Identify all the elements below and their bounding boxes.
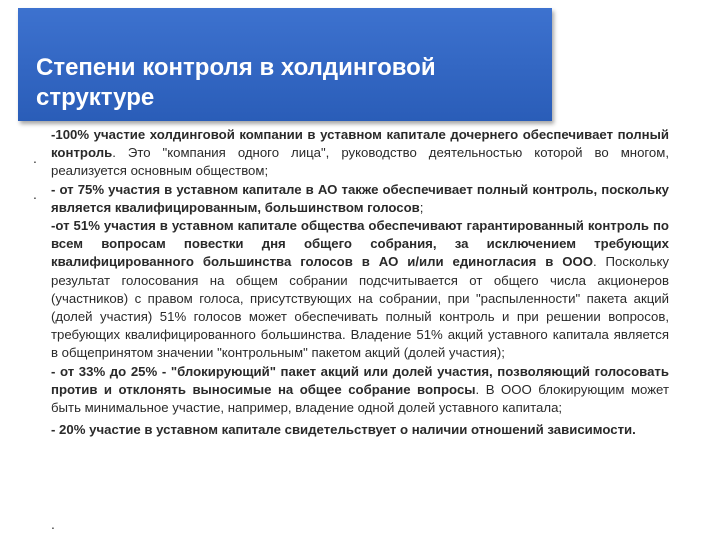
paragraph-bold-text: - от 33% до 25% - "блокирующий" пакет акций или долей участия, позволяющий голосовать против и отклонять выносимые на общее собрание вопросы [51,363,669,397]
paragraph-bold-text: -от 51% участия в уставном капитале общества обеспечивают гарантированный контроль по всем вопросам повестки дня общего собрания, за исключением требующих квалифицированного большинства голосов в АО и/или единогласия в ООО [51,218,669,270]
paragraph-text: ; [419,199,424,215]
slide-title: Степени контроля в холдинговой структуре [36,54,436,111]
paragraph-75-percent [51,181,669,217]
paragraph-bold-text: - от 75% участия в уставном капитале в АО также обеспечивает полный контроль, поскольку является квалифицированным, большинством голосов [51,181,669,215]
bullet-marker-1: . [33,150,37,166]
bullet-marker-2: . [33,186,37,202]
paragraph-100-percent [51,126,669,181]
paragraph-33-25-percent [51,363,669,418]
paragraph-text: . Это "компания одного лица", руководство деятельностью которой во многом, реализуется основным обществом; [51,145,669,179]
paragraph-text: . В ООО блокирующим может быть минимальное участие, например, владение одной долей уставного капитала; [51,381,669,416]
slide-body [51,126,669,443]
paragraph-text: . Поскольку результат голосования на общем собрании подсчитывается от общего числа акционеров (участников) с правом голоса, присутствующих на собрании, при "распыленности" пакета акций (долей участия) 51% голосов может обеспечивать полный контроль и при решении вопросов, требующих квалифицированного большинства. Владение 51% акций уставного капитала является в общепринятом значении "контрольным" пакетом акций (долей участия); [51,254,670,361]
paragraph-51-percent [51,217,669,363]
trailing-dot: . [51,516,55,532]
paragraph-20-percent [51,417,669,443]
paragraph-bold-text: - 20% участие в уставном капитале свидетельствует о наличии отношений зависимости. [51,422,636,438]
paragraph-bold-text: -100% участие холдинговой компании в уставном капитале дочернего обеспечивает полный контроль [51,127,669,161]
